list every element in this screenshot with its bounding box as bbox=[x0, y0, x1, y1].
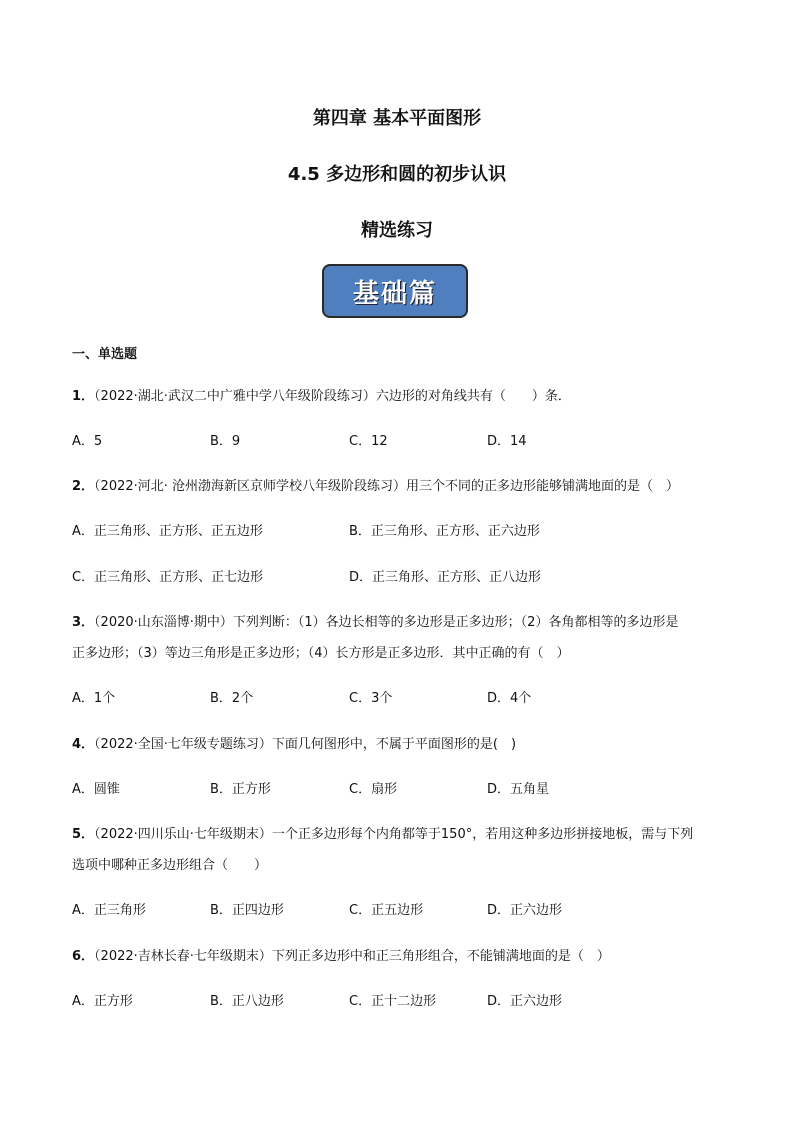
question-1 bbox=[72, 385, 571, 404]
option-a: A．圆锥 bbox=[72, 782, 120, 797]
section-title: 4.5 多边形和圆的初步认识 bbox=[287, 164, 507, 185]
question-text: （2022·河北· 沧州渤海新区京师学校八年级阶段练习）用三个不同的正多边形能够铺满地面的是（ ） bbox=[94, 479, 680, 494]
option-a: A．正三角形 bbox=[72, 903, 146, 918]
question-number: 2． bbox=[72, 479, 95, 494]
option-d: D．14 bbox=[487, 434, 527, 449]
question-number: 5． bbox=[72, 827, 95, 842]
question-3-continued: 正多边形；（3）等边三角形是正多边形；（4）长方形是正多边形．其中正确的有（ ） bbox=[72, 646, 570, 661]
question-5-continued: 选项中哪种正多边形组合（ ） bbox=[72, 858, 268, 873]
question-5 bbox=[72, 823, 693, 842]
option-b: B．正三角形、正方形、正六边形 bbox=[349, 524, 540, 539]
option-c: C．正三角形、正方形、正七边形 bbox=[72, 570, 264, 585]
question-text: （2022·吉林长春·七年级期末）下列正多边形中和正三角形组合，不能铺满地面的是（ ） bbox=[94, 949, 610, 964]
option-b: B．9 bbox=[210, 434, 241, 449]
option-a: A．正三角形、正方形、正五边形 bbox=[72, 524, 263, 539]
question-text: （2022·全国·七年级专题练习）下面几何图形中，不属于平面图形的是( ) bbox=[94, 737, 517, 752]
question-text: （2022·湖北·武汉二中广雅中学八年级阶段练习）六边形的对角线共有（ ）条． bbox=[94, 389, 571, 404]
option-d: D．正六边形 bbox=[487, 994, 563, 1009]
question-text: （2020·山东淄博·期中）下列判断：（1）各边长相等的多边形是正多边形；（2）各角都相等的多边形是 bbox=[94, 615, 679, 630]
option-a: A．正方形 bbox=[72, 994, 133, 1009]
option-d: D．五角星 bbox=[487, 782, 550, 797]
question-number: 3． bbox=[72, 615, 95, 630]
option-d: D．正三角形、正方形、正八边形 bbox=[349, 570, 542, 585]
option-c: C．12 bbox=[349, 434, 388, 449]
part-heading: 一、单选题 bbox=[72, 347, 138, 362]
option-a: A．1个 bbox=[72, 691, 116, 706]
option-c: C．正十二边形 bbox=[349, 994, 437, 1009]
question-text: （2022·四川乐山·七年级期末）一个正多边形每个内角都等于150°，若用这种多边形拼接地板，需与下列 bbox=[94, 827, 694, 842]
question-number: 1． bbox=[72, 389, 95, 404]
question-4 bbox=[72, 733, 516, 752]
question-number: 6． bbox=[72, 949, 95, 964]
level-badge-label: 基础篇 bbox=[352, 278, 437, 309]
question-2 bbox=[72, 475, 679, 494]
option-b: B．正四边形 bbox=[210, 903, 284, 918]
level-badge bbox=[322, 264, 468, 318]
chapter-title: 第四章 基本平面图形 bbox=[312, 108, 482, 129]
option-b: B．2个 bbox=[210, 691, 254, 706]
subtitle: 精选练习 bbox=[361, 220, 433, 241]
option-d: D．正六边形 bbox=[487, 903, 563, 918]
option-d: D．4个 bbox=[487, 691, 532, 706]
option-c: C．3个 bbox=[349, 691, 393, 706]
question-3 bbox=[72, 611, 678, 630]
question-number: 4． bbox=[72, 737, 95, 752]
option-b: B．正方形 bbox=[210, 782, 271, 797]
option-b: B．正八边形 bbox=[210, 994, 284, 1009]
option-a: A．5 bbox=[72, 434, 103, 449]
option-c: C．正五边形 bbox=[349, 903, 424, 918]
question-6 bbox=[72, 945, 610, 964]
option-c: C．扇形 bbox=[349, 782, 398, 797]
